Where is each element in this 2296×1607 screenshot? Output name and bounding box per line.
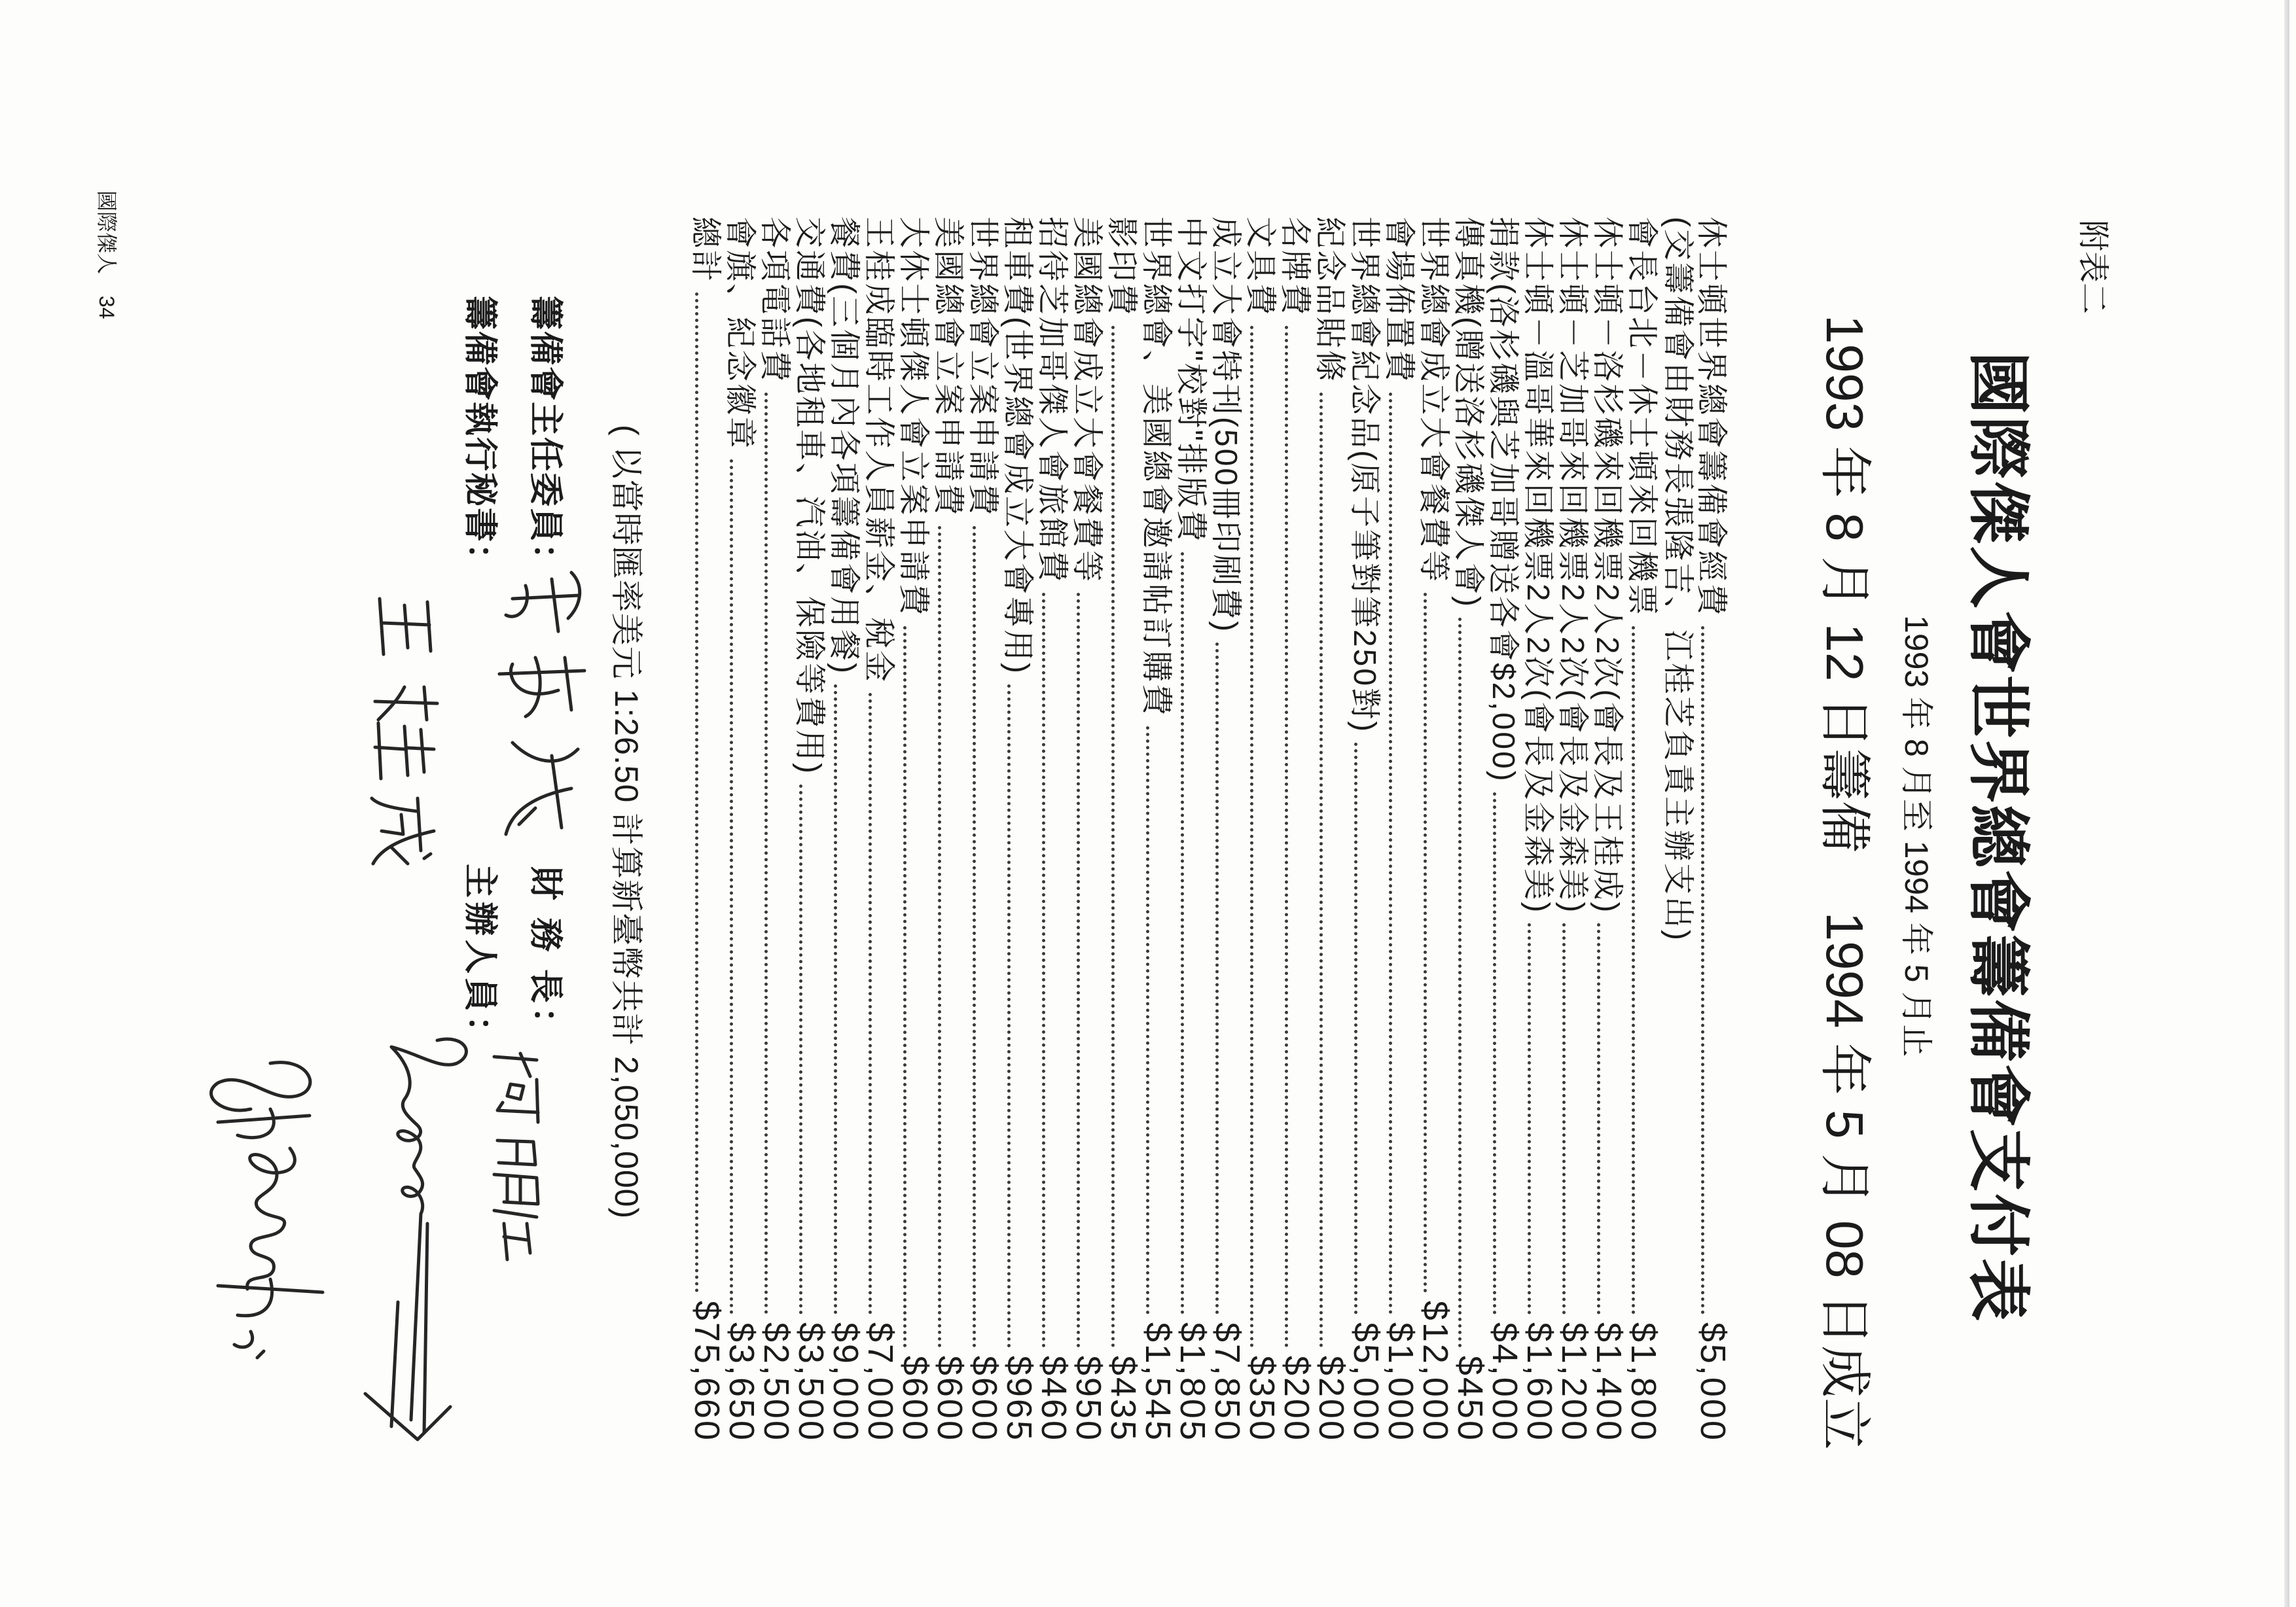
expense-row [1450, 217, 1490, 1442]
dot-leader [799, 785, 802, 1315]
expense-amount: $12,000 [1416, 1300, 1455, 1442]
signature-treasurer [488, 1050, 550, 1266]
prepared-date: 1993 年 8 月 12 日籌備 [1816, 315, 1874, 853]
expense-item: 會場佈置費 [1382, 217, 1416, 384]
expense-item: 王桂成臨時工作人員薪金、稅金 [861, 217, 896, 684]
chairman-label: 籌備會主任委員： [526, 296, 564, 579]
expense-item: 會旗、紀念徽章 [723, 217, 757, 451]
expense-item: 美國總會成立大會餐費等 [1069, 217, 1104, 584]
expense-item: 中文打字"校對"排版費 [1174, 217, 1208, 544]
dot-leader [1354, 743, 1357, 1315]
dot-leader [730, 459, 733, 1315]
expense-note-row [1660, 217, 1695, 1442]
dot-leader [1562, 923, 1566, 1314]
expense-amount: $5,000 [1346, 1322, 1386, 1442]
dot-leader [1389, 393, 1392, 1315]
expense-row [1242, 217, 1282, 1442]
expense-item: 租車費(世界總會成立大會專用) [1000, 217, 1035, 675]
expense-amount: $1,805 [1173, 1322, 1212, 1442]
expense-row [1346, 217, 1386, 1442]
dot-leader [1285, 326, 1288, 1348]
expense-row [1103, 217, 1143, 1442]
expense-amount: $9,000 [826, 1322, 865, 1442]
expense-row [1036, 217, 1071, 1442]
expense-amount: $1,000 [1381, 1322, 1420, 1442]
expense-item: 影印費 [1104, 217, 1139, 317]
expense-item: 捐款(洛杉磯與芝加哥贈送各會$2,000) [1486, 217, 1520, 783]
expense-amount: $450 [1450, 1355, 1490, 1442]
expense-amount: $2,500 [757, 1322, 796, 1442]
expense-item: 各項電話費 [757, 217, 792, 384]
dot-leader [834, 684, 837, 1315]
expense-amount: $1,200 [1554, 1322, 1594, 1442]
dot-leader [1250, 326, 1253, 1348]
expense-row [1487, 217, 1522, 1442]
expense-item: 大休士頓傑人會立案申請費 [896, 217, 931, 618]
dot-leader [1597, 923, 1600, 1314]
expense-row [1520, 217, 1559, 1442]
expense-row [1279, 217, 1314, 1442]
page-footer: 國際傑人 34 [95, 190, 118, 319]
expense-amount: $600 [930, 1355, 969, 1442]
expense-row [1416, 217, 1455, 1442]
dot-leader [1424, 593, 1427, 1293]
expense-row [1175, 217, 1210, 1442]
founded-date: 1994 年 5 月 08 日成立 [1816, 911, 1874, 1451]
expense-item: 餐費(三個月內各項籌備會用餐) [827, 217, 861, 675]
expense-row [932, 217, 967, 1442]
expense-amount: $7,850 [1208, 1322, 1247, 1442]
expense-amount: $460 [1034, 1355, 1073, 1442]
dot-leader [695, 292, 698, 1293]
expense-item: 成立大會特刊(500冊印刷費) [1208, 217, 1243, 634]
expense-row [757, 217, 796, 1442]
expense-amount: $200 [1312, 1355, 1351, 1442]
expense-row [895, 217, 935, 1442]
dot-leader [1458, 618, 1462, 1348]
dot-leader [903, 626, 906, 1348]
total-amount: $75,660 [687, 1300, 726, 1442]
exchange-rate-note: ( 以當時匯率美元 1:26.50 計算新臺幣共計 2,050,000) [608, 425, 645, 1220]
signature-secretary [368, 589, 444, 870]
expense-row [724, 217, 759, 1442]
expense-amount: $600 [895, 1355, 935, 1442]
expense-item: 文具費 [1243, 217, 1278, 317]
dot-leader [764, 393, 768, 1315]
dot-leader [1111, 326, 1115, 1348]
expense-amount: $1,400 [1589, 1322, 1628, 1442]
expense-amount: $950 [1069, 1355, 1108, 1442]
expense-amount: $350 [1242, 1355, 1282, 1442]
expense-row [1624, 217, 1663, 1442]
signature-chairman [493, 559, 598, 847]
dot-leader [938, 526, 941, 1348]
secretary-label: 籌備會執行秘書： [461, 296, 499, 579]
dot-leader [1007, 684, 1011, 1348]
date-line [1816, 315, 1874, 1451]
expense-item: 美國總會立案申請費 [931, 217, 965, 518]
expense-row [1591, 217, 1626, 1442]
dot-leader [1042, 593, 1045, 1348]
expense-amount: $200 [1277, 1355, 1316, 1442]
treasurer-label: 財 務 長： [526, 866, 564, 1045]
total-label: 總計 [688, 217, 723, 284]
expense-amount: $4,000 [1485, 1322, 1524, 1442]
expense-item: 休士頓－洛杉磯來回機票2人2次(會長及王桂成) [1590, 217, 1624, 915]
expense-row [965, 217, 1004, 1442]
dot-leader [1701, 626, 1704, 1315]
expense-row [1695, 217, 1730, 1442]
expense-item: 世界總會、美國總會邀請帖訂購費 [1139, 217, 1174, 718]
dot-leader [973, 526, 976, 1348]
expense-row [861, 217, 900, 1442]
expense-item: 會長台北－休士頓來回機票 [1624, 217, 1659, 618]
expense-item: 休士頓－芝加哥來回機票2人2次(會長及金森美) [1555, 217, 1590, 915]
dot-leader [1215, 643, 1219, 1315]
scan-edge-shadow [2284, 0, 2289, 1607]
expense-item: 招待芝加哥傑人會旅館費 [1035, 217, 1069, 584]
expense-item: 名牌費 [1278, 217, 1312, 317]
expense-amount: $965 [999, 1355, 1039, 1442]
dot-leader [1181, 552, 1184, 1315]
expense-row [999, 217, 1039, 1442]
expense-amount: $1,545 [1138, 1322, 1177, 1442]
expense-amount: $1,800 [1624, 1322, 1663, 1442]
expense-amount: $7,000 [861, 1322, 900, 1442]
dot-leader [1632, 626, 1635, 1315]
expense-item: 休士頓－溫哥華來回機票2人2次(會長及金森美) [1520, 217, 1555, 915]
expense-item: 世界總會立案申請費 [965, 217, 1000, 518]
expense-list [689, 217, 1730, 1442]
document-title: 國際傑人會世界總會籌備會支付表 [1963, 351, 2033, 1323]
expense-item: 世界總會紀念品(原子筆對筆250對) [1347, 217, 1382, 734]
dot-leader [869, 693, 872, 1315]
dot-leader [1146, 726, 1149, 1315]
expense-amount: $435 [1103, 1355, 1143, 1442]
expense-amount: $3,500 [791, 1322, 831, 1442]
expense-amount: $5,000 [1693, 1322, 1732, 1442]
expense-row [1554, 217, 1594, 1442]
expense-row [1208, 217, 1247, 1442]
attachment-label: 附表二 [2075, 220, 2110, 315]
organizer-label: 主辦人員： [461, 864, 499, 1054]
expense-row [1383, 217, 1418, 1442]
expense-item: 交通費(各地租車、汽油、保險等費用) [792, 217, 827, 775]
expense-row [1312, 217, 1351, 1442]
dot-leader [1493, 792, 1496, 1315]
expense-item: 傳真機(贈送洛杉磯傑人會) [1451, 217, 1486, 609]
total-row [689, 217, 724, 1442]
expense-amount: $3,650 [722, 1322, 761, 1442]
expense-amount: $600 [965, 1355, 1004, 1442]
expense-row [1069, 217, 1108, 1442]
expense-row [828, 217, 863, 1442]
expense-item: 休士頓世界總會籌備會經費 [1694, 217, 1729, 618]
expense-item: 紀念品貼條 [1312, 217, 1347, 384]
expense-row [791, 217, 831, 1442]
signature-organizer-1 [359, 1027, 490, 1446]
expense-amount: $1,600 [1520, 1322, 1559, 1442]
dot-leader [1077, 593, 1080, 1348]
period-subtitle: 1993 年 8 月至 1994 年 5 月止 [1898, 615, 1935, 1057]
signature-organizer-2 [195, 1044, 349, 1371]
dot-leader [1319, 393, 1323, 1348]
expense-row [1140, 217, 1175, 1442]
dot-leader [1528, 923, 1531, 1314]
expense-item: 世界總會成立大會餐費等 [1416, 217, 1451, 584]
expense-note: (交籌備會由財務長張隆吉、江桂芝負責主辦支出) [1660, 217, 1695, 942]
